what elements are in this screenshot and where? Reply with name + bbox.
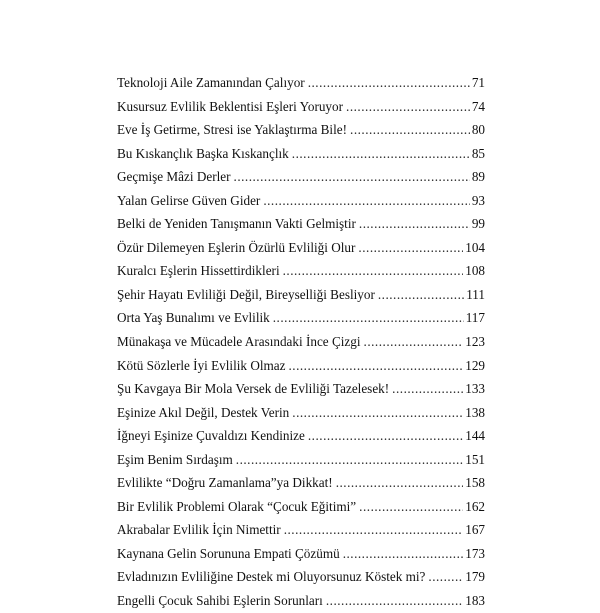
toc-entry xyxy=(117,589,485,613)
toc-entry-page-number: 74 xyxy=(471,98,485,114)
toc-entry xyxy=(117,71,485,95)
toc-dot-leader xyxy=(326,589,463,613)
table-of-contents xyxy=(117,71,485,613)
toc-entry-page-number: 85 xyxy=(471,145,485,161)
toc-entry-page-number: 104 xyxy=(465,239,485,255)
toc-entry-page-number: 99 xyxy=(471,216,485,232)
toc-entry-page-number: 158 xyxy=(465,475,485,491)
toc-entry xyxy=(117,212,485,236)
toc-entry xyxy=(117,542,485,566)
toc-entry-title: Teknoloji Aile Zamanından Çalıyor xyxy=(117,75,305,90)
toc-entry-title: Şu Kavgaya Bir Mola Versek de Evliliği Tazelesek! xyxy=(117,381,390,397)
toc-entry xyxy=(117,448,485,472)
toc-entry-page-number: 89 xyxy=(471,169,485,185)
toc-entry xyxy=(117,306,485,330)
toc-dot-leader xyxy=(378,283,464,307)
toc-entry-title: Kuralcı Eşlerin Hissettirdikleri xyxy=(117,263,280,279)
toc-dot-leader xyxy=(292,401,463,425)
toc-entry-title: Yalan Gelirse Güven Gider xyxy=(117,192,261,208)
toc-entry-page-number: 138 xyxy=(465,404,485,420)
toc-dot-leader xyxy=(350,118,470,142)
toc-entry xyxy=(117,330,485,354)
toc-entry xyxy=(117,142,485,166)
toc-entry-title: Eşim Benim Sırdaşım xyxy=(117,451,233,467)
toc-dot-leader xyxy=(292,142,470,166)
toc-dot-leader xyxy=(236,448,463,472)
toc-dot-leader xyxy=(263,189,469,213)
toc-entry-title: Kaynana Gelin Sorununa Empati Çözümü xyxy=(117,545,340,561)
toc-entry xyxy=(117,401,485,425)
toc-entry-page-number: 162 xyxy=(465,498,485,514)
toc-entry-title: Engelli Çocuk Sahibi Eşlerin Sorunları xyxy=(117,593,323,609)
toc-dot-leader xyxy=(234,165,470,189)
toc-entry xyxy=(117,354,485,378)
toc-dot-leader xyxy=(288,354,463,378)
toc-dot-leader xyxy=(308,424,463,448)
toc-entry-page-number: 117 xyxy=(465,310,485,326)
toc-entry-title: Eşinize Akıl Değil, Destek Verin xyxy=(117,404,290,420)
toc-entry-title: Eve İş Getirme, Stresi ise Yaklaştırma Bile! xyxy=(117,122,348,138)
toc-dot-leader xyxy=(359,212,470,236)
toc-dot-leader xyxy=(358,236,463,260)
toc-entry xyxy=(117,236,485,260)
toc-entry-title: Bu Kıskançlık Başka Kıskançlık xyxy=(117,145,289,161)
toc-entry-title: Geçmişe Mâzi Derler xyxy=(117,169,231,185)
toc-dot-leader xyxy=(283,259,464,283)
toc-entry-title: Orta Yaş Bunalımı ve Evlilik xyxy=(117,310,270,326)
toc-dot-leader xyxy=(284,518,464,542)
toc-entry xyxy=(117,118,485,142)
toc-entry xyxy=(117,565,485,589)
toc-dot-leader xyxy=(343,542,464,566)
toc-entry-page-number: 173 xyxy=(465,545,485,561)
toc-dot-leader xyxy=(308,71,470,95)
toc-entry xyxy=(117,424,485,448)
toc-entry-page-number: 108 xyxy=(465,263,485,279)
toc-entry-page-number: 80 xyxy=(471,122,485,138)
toc-entry xyxy=(117,377,485,401)
toc-entry xyxy=(117,495,485,519)
toc-entry-title: Kusursuz Evlilik Beklentisi Eşleri Yoruyor xyxy=(117,98,344,114)
toc-dot-leader xyxy=(346,95,470,119)
toc-entry xyxy=(117,165,485,189)
toc-entry-page-number: 111 xyxy=(466,286,485,302)
toc-entry-page-number: 71 xyxy=(471,75,485,90)
toc-entry xyxy=(117,518,485,542)
toc-entry-page-number: 144 xyxy=(465,428,485,444)
toc-entry xyxy=(117,471,485,495)
toc-entry xyxy=(117,189,485,213)
toc-entry-page-number: 167 xyxy=(465,522,485,538)
toc-entry xyxy=(117,95,485,119)
toc-entry-page-number: 133 xyxy=(465,381,485,397)
toc-entry-page-number: 151 xyxy=(465,451,485,467)
toc-entry-title: Belki de Yeniden Tanışmanın Vakti Gelmiştir xyxy=(117,216,356,232)
toc-entry-page-number: 183 xyxy=(465,593,485,609)
toc-entry-title: Evladınızın Evliliğine Destek mi Oluyorsunuz Köstek mi? xyxy=(117,569,426,585)
toc-entry-page-number: 123 xyxy=(465,334,485,350)
toc-entry-page-number: 179 xyxy=(465,569,485,585)
toc-dot-leader xyxy=(273,306,464,330)
toc-entry-title: Evlilikte “Doğru Zamanlama”ya Dikkat! xyxy=(117,475,333,491)
toc-entry-title: İğneyi Eşinize Çuvaldızı Kendinize xyxy=(117,428,305,444)
toc-entry xyxy=(117,259,485,283)
toc-entry xyxy=(117,283,485,307)
toc-entry-title: Akrabalar Evlilik İçin Nimettir xyxy=(117,522,281,538)
toc-entry-title: Bir Evlilik Problemi Olarak “Çocuk Eğitimi” xyxy=(117,498,357,514)
toc-entry-page-number: 129 xyxy=(465,357,485,373)
toc-entry-title: Münakaşa ve Mücadele Arasındaki İnce Çizgi xyxy=(117,334,361,350)
toc-entry-page-number: 93 xyxy=(471,192,485,208)
toc-entry-title: Kötü Sözlerle İyi Evlilik Olmaz xyxy=(117,357,286,373)
toc-entry-title: Özür Dilemeyen Eşlerin Özürlü Evliliği Olur xyxy=(117,239,356,255)
toc-dot-leader xyxy=(336,471,464,495)
toc-dot-leader xyxy=(364,330,464,354)
toc-entry-title: Şehir Hayatı Evliliği Değil, Bireyselliği Besliyor xyxy=(117,286,375,302)
toc-dot-leader xyxy=(359,495,463,519)
toc-dot-leader xyxy=(392,377,463,401)
toc-dot-leader xyxy=(428,565,463,589)
